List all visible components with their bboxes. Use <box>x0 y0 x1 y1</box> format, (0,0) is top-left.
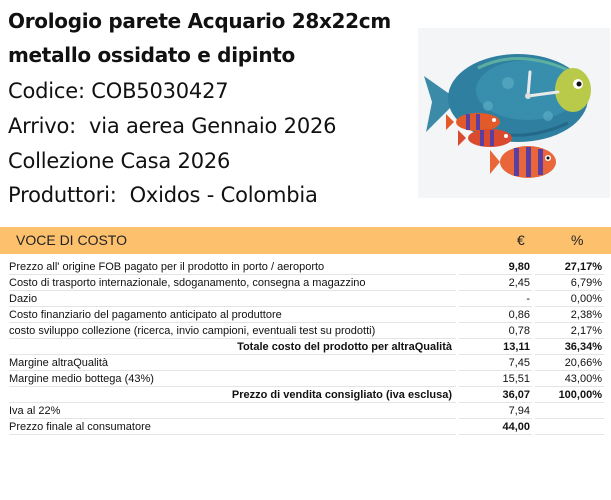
row-percent: 0,00% <box>535 291 604 307</box>
row-euro: 9,80 <box>459 259 532 275</box>
row-euro: 7,45 <box>459 355 532 371</box>
row-label: Costo finanziario del pagamento anticipato al produttore <box>9 307 456 323</box>
product-arrival: Arrivo: via aerea Gennaio 2026 <box>8 114 337 138</box>
row-label: Totale costo del prodotto per altraQualità <box>9 339 456 355</box>
row-euro: 2,45 <box>459 275 532 291</box>
product-code: Codice: COB5030427 <box>8 79 229 103</box>
row-euro: 15,51 <box>459 371 532 387</box>
table-row <box>0 371 611 387</box>
product-title <box>8 4 413 72</box>
product-photo <box>418 28 610 198</box>
row-percent <box>535 419 604 435</box>
row-percent: 2,38% <box>535 307 604 323</box>
row-percent: 100,00% <box>535 387 604 403</box>
table-row <box>0 387 611 403</box>
row-label: Margine medio bottega (43%) <box>9 371 456 387</box>
table-row <box>0 275 611 291</box>
table-row <box>0 307 611 323</box>
row-euro: - <box>459 291 532 307</box>
row-percent: 2,17% <box>535 323 604 339</box>
row-percent <box>535 403 604 419</box>
row-label: Dazio <box>9 291 456 307</box>
row-label: Costo di trasporto internazionale, sdoganamento, consegna a magazzino <box>9 275 456 291</box>
header-item: VOCE DI COSTO <box>16 232 127 248</box>
table-header-band <box>0 227 611 254</box>
row-label: Margine altraQualità <box>9 355 456 371</box>
row-euro: 36,07 <box>459 387 532 403</box>
row-euro: 13,11 <box>459 339 532 355</box>
product-collection: Collezione Casa 2026 <box>8 149 231 173</box>
header-percent: % <box>571 232 584 248</box>
row-label: Iva al 22% <box>9 403 456 419</box>
row-label: Prezzo finale al consumatore <box>9 419 456 435</box>
table-row <box>0 419 611 435</box>
fish-clock-illustration <box>418 28 610 198</box>
row-euro: 7,94 <box>459 403 532 419</box>
table-row <box>0 259 611 275</box>
row-label: costo sviluppo collezione (ricerca, invio campioni, eventuali test su prodotti) <box>9 323 456 339</box>
row-percent: 27,17% <box>535 259 604 275</box>
product-header <box>0 0 611 220</box>
row-percent: 43,00% <box>535 371 604 387</box>
row-label: Prezzo all' origine FOB pagato per il prodotto in porto / aeroporto <box>9 259 456 275</box>
table-row <box>0 323 611 339</box>
header-euro: € <box>517 232 525 248</box>
product-producers: Produttori: Oxidos - Colombia <box>8 183 318 207</box>
row-percent: 20,66% <box>535 355 604 371</box>
table-row <box>0 355 611 371</box>
table-row <box>0 403 611 419</box>
table-row <box>0 339 611 355</box>
row-euro: 44,00 <box>459 419 532 435</box>
row-percent: 36,34% <box>535 339 604 355</box>
product-title-line1: Orologio parete Acquario 28x22cm <box>8 9 391 33</box>
row-euro: 0,78 <box>459 323 532 339</box>
product-title-line2: metallo ossidato e dipinto <box>8 43 295 67</box>
table-row <box>0 291 611 307</box>
row-label: Prezzo di vendita consigliato (iva esclusa) <box>9 387 456 403</box>
row-percent: 6,79% <box>535 275 604 291</box>
row-euro: 0,86 <box>459 307 532 323</box>
